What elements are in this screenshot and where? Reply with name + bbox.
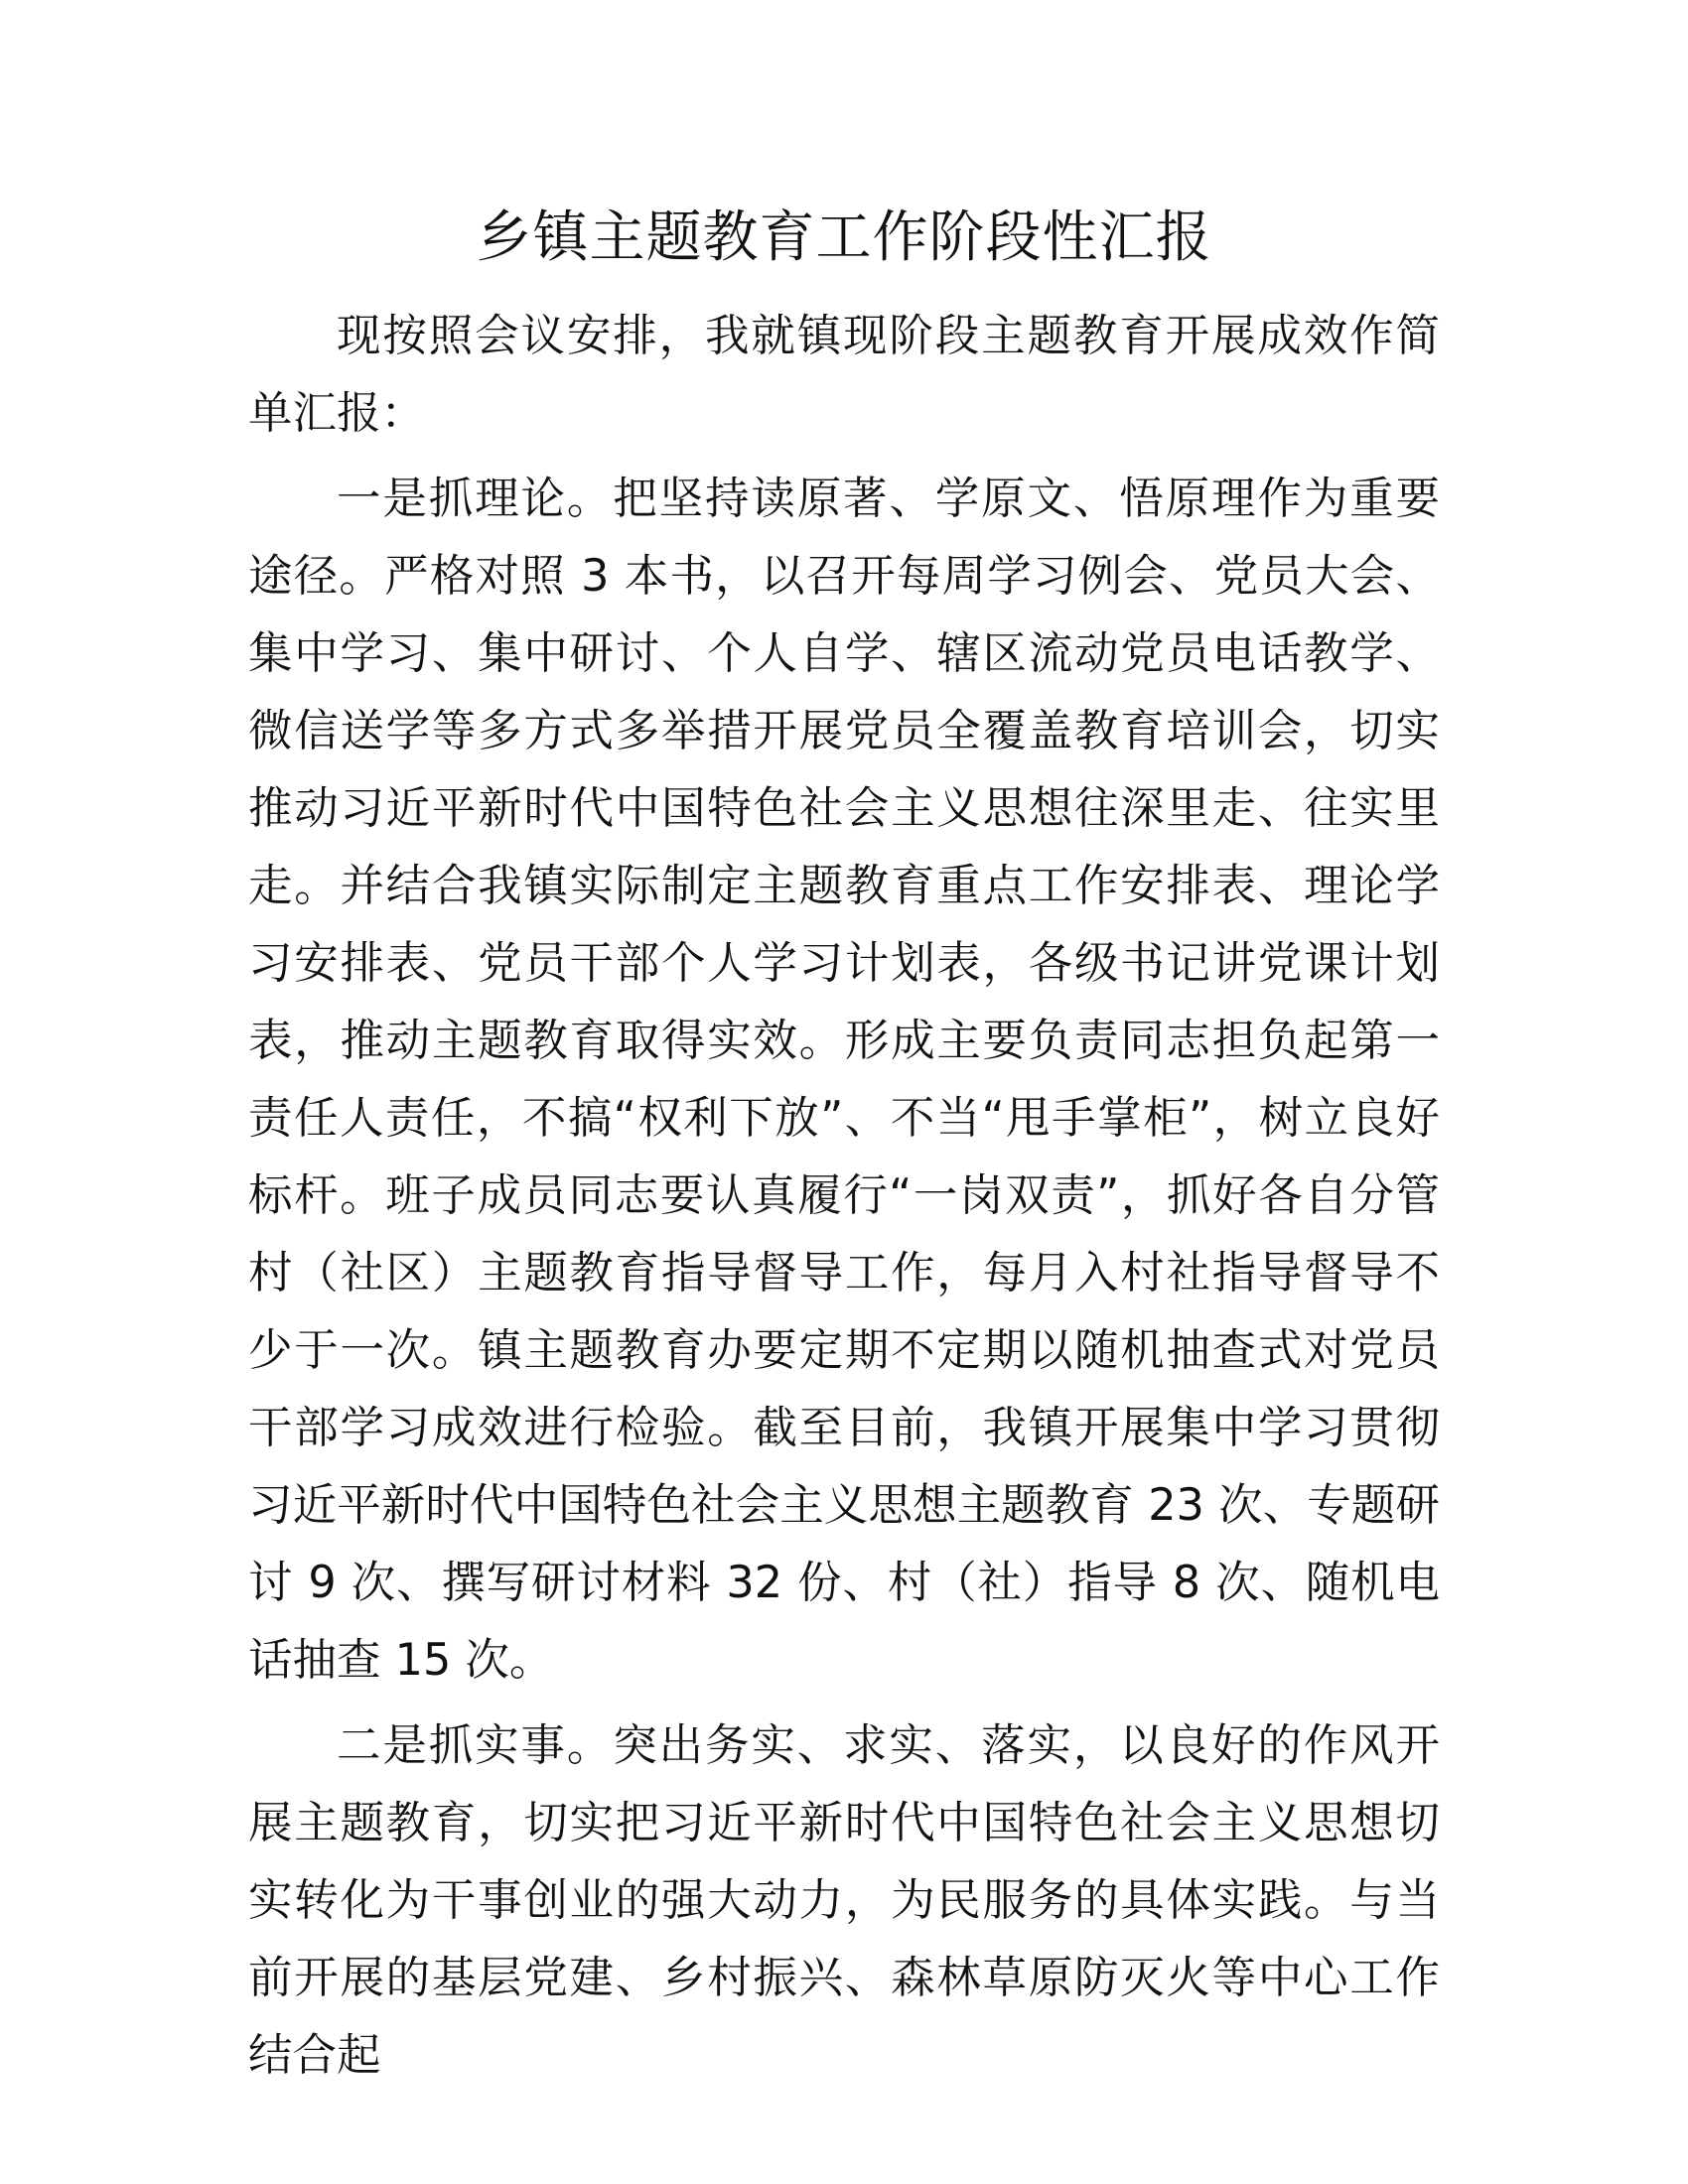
document-title: 乡镇主题教育工作阶段性汇报 xyxy=(476,205,1212,270)
document-body xyxy=(248,298,1440,2103)
paragraph-theory: 一是抓理论。把坚持读原著、学原文、悟原理作为重要途径。严格对照 3 本书，以召开每周学习例会、党员大会、集中学习、集中研讨、个人自学、辖区流动党员电话教学、微信送学等多方式多举措开展党员全覆盖教育培训会，切实推动习近平新时代中国特色社会主义思想往深里走、往实里走。并结合我镇实际制定主题教育重点工作安排表、理论学习安排表、党员干部个人学习计划表，各级书记讲党课计划表，推动主题教育取得实效。形成主要负责同志担负起第一责任人责任，不搞“权利下放”、不当“甩手掌柜”，树立良好标杆。班子成员同志要认真履行“一岗双责”，抓好各自分管村（社区）主题教育指导督导工作，每月入村社指导督导不少于一次。镇主题教育办要定期不定期以随机抽查式对党员干部学习成效进行检验。截至目前，我镇开展集中学习贯彻习近平新时代中国特色社会主义思想主题教育 23 次、专题研讨 9 次、撰写研讨材料 32 份、村（社）指导 8 次、随机电话抽查 15 次。 xyxy=(248,474,1440,1686)
paragraph-practice: 二是抓实事。突出务实、求实、落实，以良好的作风开展主题教育，切实把习近平新时代中国特色社会主义思想切实转化为干事创业的强大动力，为民服务的具体实践。与当前开展的基层党建、乡村振兴、森林草原防灭火等中心工作结合起 xyxy=(248,1720,1440,2081)
paragraph-intro: 现按照会议安排，我就镇现阶段主题教育开展成效作简单汇报： xyxy=(248,311,1440,439)
